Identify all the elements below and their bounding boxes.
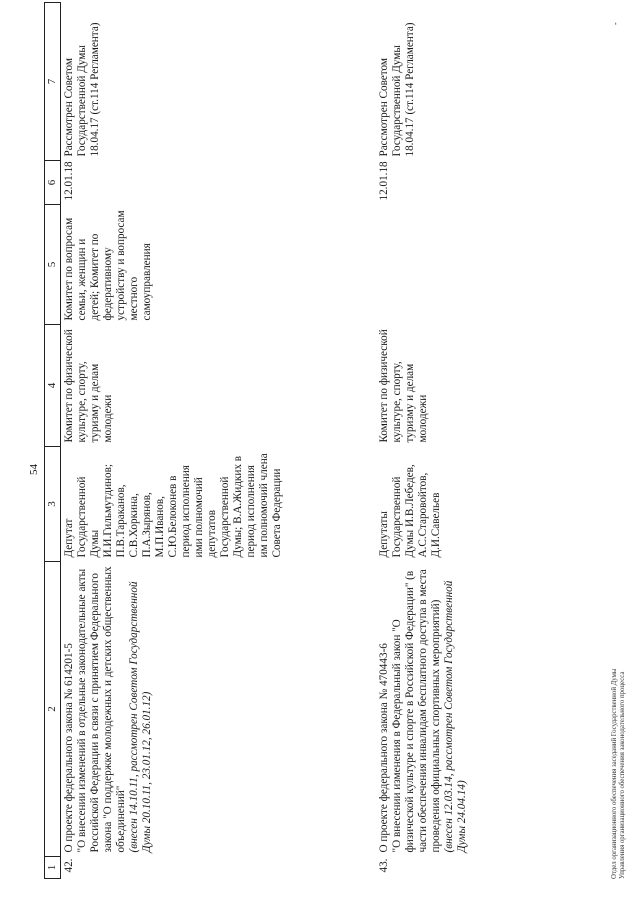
- column-number: 7: [45, 3, 61, 161]
- register-table: [44, 2, 475, 879]
- date-cell: 12.01.18: [378, 161, 390, 201]
- bill-description: [364, 562, 475, 857]
- co-executors-cell: [364, 205, 475, 325]
- bill-description: [61, 562, 365, 857]
- status-cell: Рассмотрен Советом Государственной Думы 18.04.17 (ст.114 Регламента): [63, 22, 101, 157]
- column-number: 1: [45, 857, 61, 879]
- bill-title: О проекте федерального закона № 614201-5: [63, 643, 75, 853]
- co-executors-cell: Комитет по вопросам семьи, женщин и детей; Комитет по федеративному устройству и вопросам местного самоуправления: [63, 210, 153, 321]
- table-row: [61, 3, 365, 879]
- footer-note: [611, 669, 627, 879]
- initiators-cell: Депутат Государственной Думы И.И.Гильмутдинов; П.В.Тараканов, С.В.Хоркина, П.А.Зырянов, М.П.Иванов, С.Ю.Белоконев в период исполнения ими полномочий депутатов Государственной Думы; В.А.Жидких в период исполнения им полномочий члена Совета Федерации: [63, 453, 283, 558]
- column-number: 5: [45, 205, 61, 325]
- column-number: 6: [45, 161, 61, 205]
- column-number: 3: [45, 447, 61, 562]
- date-cell: 12.01.18: [63, 161, 75, 201]
- bill-note: (внесен 14.10.11, рассмотрен Советом Государственной Думы 20.10.11, 23.01.12, 26.01.12): [128, 581, 153, 853]
- bill-title: О проекте федерального закона № 470443-6: [378, 643, 390, 853]
- status-cell: Рассмотрен Советом Государственной Думы 18.04.17 (ст.114 Регламента): [378, 22, 416, 157]
- table-row: [364, 3, 475, 879]
- initiators-cell: Депутаты Государственной Думы И.В.Лебедев, А.С.Старовойтов, Д.И.Савельев: [378, 464, 442, 558]
- column-number: 4: [45, 325, 61, 447]
- committee-cell: Комитет по физической культуре, спорту, туризму и делам молодежи: [63, 329, 114, 443]
- corner-mark: -: [611, 22, 620, 25]
- committee-cell: Комитет по физической культуре, спорту, туризму и делам молодежи: [378, 329, 429, 443]
- row-number: 43.: [378, 858, 390, 873]
- footer-line: Отдел организационного обеспечения заседаний Государственной Думы: [611, 668, 618, 879]
- row-number: 42.: [63, 858, 75, 873]
- column-number-row: [45, 3, 61, 879]
- footer-line: Управления организационного обеспечения законодательного процесса: [619, 671, 626, 879]
- bill-body: "О внесении изменений в отдельные законодательные акты Российской Федерации в связи с принятием Федерального закона "О поддержке молодежных и детских общественных объединений": [76, 566, 127, 853]
- column-number: 2: [45, 562, 61, 857]
- bill-note: (внесен 12.03.14, рассмотрен Советом Государственной Думы 24.04.14): [443, 580, 468, 853]
- bill-body: "О внесении изменения в Федеральный закон "О физической культуре и спорте в Российской Федерации" (в части обеспечения инвалидам бесплатного доступа в места проведения официальных спортивных мероприятий): [391, 569, 442, 853]
- page-number: 54: [28, 464, 40, 475]
